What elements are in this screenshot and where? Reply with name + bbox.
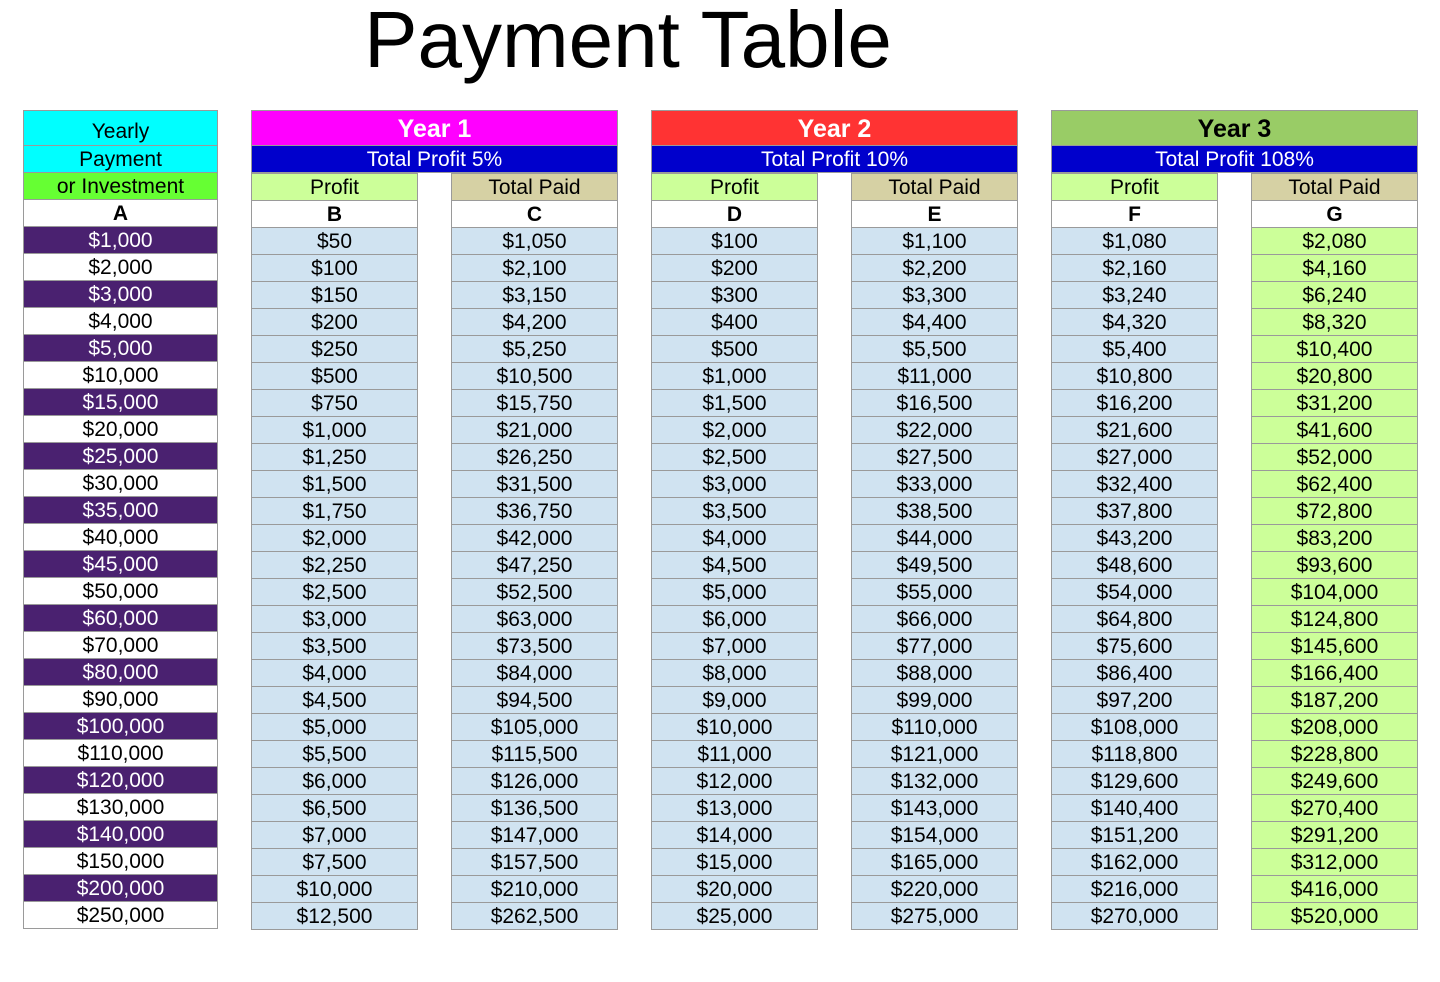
profit-cell: $3,000 [651,470,818,498]
investment-cell: $1,000 [23,226,218,254]
profit-cell: $10,000 [251,875,418,903]
profit-cell: $3,000 [251,605,418,633]
profit-cell: $500 [251,362,418,390]
total-paid-cell: $41,600 [1251,416,1418,444]
column-a [23,110,218,929]
total-paid-cell: $21,000 [451,416,618,444]
profit-header: Profit [251,173,418,201]
year-2-profit-column [651,173,818,930]
total-paid-cell: $4,200 [451,308,618,336]
column-letter: G [1251,200,1418,228]
investment-cell: $110,000 [23,739,218,767]
investment-cell: $50,000 [23,577,218,605]
profit-cell: $32,400 [1051,470,1218,498]
investment-cell: $35,000 [23,496,218,524]
total-paid-cell: $166,400 [1251,659,1418,687]
profit-cell: $2,160 [1051,254,1218,282]
profit-cell: $2,000 [651,416,818,444]
profit-cell: $1,080 [1051,227,1218,255]
profit-header: Profit [651,173,818,201]
total-paid-cell: $63,000 [451,605,618,633]
profit-cell: $6,000 [651,605,818,633]
total-paid-cell: $104,000 [1251,578,1418,606]
investment-cell: $60,000 [23,604,218,632]
total-paid-cell: $52,500 [451,578,618,606]
total-paid-cell: $2,080 [1251,227,1418,255]
total-paid-cell: $249,600 [1251,767,1418,795]
total-paid-cell: $42,000 [451,524,618,552]
column-letter: D [651,200,818,228]
total-paid-cell: $147,000 [451,821,618,849]
profit-cell: $2,500 [251,578,418,606]
total-paid-cell: $52,000 [1251,443,1418,471]
profit-cell: $3,500 [651,497,818,525]
investment-cell: $15,000 [23,388,218,416]
total-paid-cell: $66,000 [851,605,1018,633]
total-paid-cell: $10,500 [451,362,618,390]
year-1-header [251,110,618,173]
investment-cell: $150,000 [23,847,218,875]
total-paid-cell: $270,400 [1251,794,1418,822]
total-paid-cell: $105,000 [451,713,618,741]
year-2-header [651,110,1018,173]
total-paid-cell: $145,600 [1251,632,1418,660]
investment-cell: $80,000 [23,658,218,686]
total-paid-cell: $1,100 [851,227,1018,255]
total-paid-cell: $8,320 [1251,308,1418,336]
total-paid-cell: $2,200 [851,254,1018,282]
year-2-total-paid-column [851,173,1018,930]
investment-cell: $20,000 [23,415,218,443]
profit-cell: $250 [251,335,418,363]
profit-cell: $10,800 [1051,362,1218,390]
profit-cell: $11,000 [651,740,818,768]
profit-cell: $4,500 [651,551,818,579]
total-paid-cell: $20,800 [1251,362,1418,390]
profit-cell: $3,500 [251,632,418,660]
total-profit-label: Total Profit 5% [251,145,618,173]
total-paid-cell: $93,600 [1251,551,1418,579]
profit-cell: $15,000 [651,848,818,876]
investment-cell: $130,000 [23,793,218,821]
total-paid-cell: $31,500 [451,470,618,498]
column-letter-a: A [23,199,218,227]
profit-cell: $97,200 [1051,686,1218,714]
column-a-header-line2: Payment [23,145,218,173]
profit-cell: $400 [651,308,818,336]
total-paid-cell: $165,000 [851,848,1018,876]
investment-cell: $30,000 [23,469,218,497]
profit-cell: $270,000 [1051,902,1218,930]
profit-cell: $6,500 [251,794,418,822]
total-paid-cell: $49,500 [851,551,1018,579]
profit-cell: $54,000 [1051,578,1218,606]
investment-cell: $250,000 [23,901,218,929]
year-3-header [1051,110,1418,173]
year-1-total-paid-column [451,173,618,930]
profit-cell: $200 [651,254,818,282]
profit-cell: $16,200 [1051,389,1218,417]
column-letter: F [1051,200,1218,228]
total-paid-cell: $77,000 [851,632,1018,660]
year-label: Year 1 [251,110,618,146]
profit-cell: $750 [251,389,418,417]
profit-cell: $48,600 [1051,551,1218,579]
total-paid-cell: $136,500 [451,794,618,822]
total-paid-cell: $4,160 [1251,254,1418,282]
page-title: Payment Table [364,0,892,84]
profit-cell: $9,000 [651,686,818,714]
column-a-header-line3: or Investment [23,172,218,200]
profit-cell: $150 [251,281,418,309]
profit-cell: $21,600 [1051,416,1218,444]
profit-cell: $20,000 [651,875,818,903]
total-paid-cell: $5,250 [451,335,618,363]
total-paid-cell: $3,300 [851,281,1018,309]
profit-cell: $25,000 [651,902,818,930]
profit-cell: $5,000 [651,578,818,606]
total-paid-cell: $44,000 [851,524,1018,552]
profit-cell: $129,600 [1051,767,1218,795]
investment-cell: $25,000 [23,442,218,470]
total-paid-cell: $84,000 [451,659,618,687]
profit-cell: $4,000 [651,524,818,552]
total-paid-cell: $83,200 [1251,524,1418,552]
year-3-total-paid-column [1251,173,1418,930]
profit-cell: $1,000 [651,362,818,390]
total-paid-cell: $33,000 [851,470,1018,498]
profit-cell: $4,000 [251,659,418,687]
total-paid-cell: $15,750 [451,389,618,417]
profit-cell: $8,000 [651,659,818,687]
total-paid-cell: $228,800 [1251,740,1418,768]
total-paid-cell: $291,200 [1251,821,1418,849]
investment-cell: $70,000 [23,631,218,659]
total-paid-cell: $55,000 [851,578,1018,606]
column-letter: B [251,200,418,228]
profit-cell: $2,000 [251,524,418,552]
investment-cell: $45,000 [23,550,218,578]
profit-cell: $10,000 [651,713,818,741]
profit-cell: $300 [651,281,818,309]
column-letter: E [851,200,1018,228]
total-paid-cell: $210,000 [451,875,618,903]
total-paid-cell: $73,500 [451,632,618,660]
investment-cell: $90,000 [23,685,218,713]
profit-cell: $100 [251,254,418,282]
profit-cell: $1,000 [251,416,418,444]
total-paid-cell: $143,000 [851,794,1018,822]
total-paid-cell: $47,250 [451,551,618,579]
total-paid-cell: $312,000 [1251,848,1418,876]
profit-cell: $500 [651,335,818,363]
profit-cell: $64,800 [1051,605,1218,633]
profit-cell: $7,000 [251,821,418,849]
total-paid-cell: $110,000 [851,713,1018,741]
total-paid-cell: $262,500 [451,902,618,930]
total-paid-cell: $11,000 [851,362,1018,390]
total-paid-cell: $115,500 [451,740,618,768]
profit-cell: $4,500 [251,686,418,714]
total-paid-cell: $124,800 [1251,605,1418,633]
year-label: Year 3 [1051,110,1418,146]
investment-cell: $100,000 [23,712,218,740]
total-profit-label: Total Profit 10% [651,145,1018,173]
profit-cell: $75,600 [1051,632,1218,660]
profit-cell: $1,500 [651,389,818,417]
investment-cell: $40,000 [23,523,218,551]
total-paid-cell: $5,500 [851,335,1018,363]
total-paid-cell: $275,000 [851,902,1018,930]
investment-cell: $10,000 [23,361,218,389]
investment-cell: $3,000 [23,280,218,308]
profit-cell: $86,400 [1051,659,1218,687]
total-paid-cell: $27,500 [851,443,1018,471]
investment-cell: $4,000 [23,307,218,335]
total-paid-cell: $31,200 [1251,389,1418,417]
column-letter: C [451,200,618,228]
profit-cell: $50 [251,227,418,255]
total-paid-cell: $26,250 [451,443,618,471]
investment-cell: $5,000 [23,334,218,362]
profit-cell: $5,400 [1051,335,1218,363]
profit-cell: $43,200 [1051,524,1218,552]
investment-cell: $200,000 [23,874,218,902]
total-paid-cell: $132,000 [851,767,1018,795]
total-paid-cell: $416,000 [1251,875,1418,903]
total-paid-cell: $208,000 [1251,713,1418,741]
profit-cell: $6,000 [251,767,418,795]
total-paid-cell: $6,240 [1251,281,1418,309]
investment-cell: $120,000 [23,766,218,794]
total-profit-label: Total Profit 108% [1051,145,1418,173]
profit-cell: $1,750 [251,497,418,525]
total-paid-header: Total Paid [1251,173,1418,201]
investment-cell: $2,000 [23,253,218,281]
profit-cell: $162,000 [1051,848,1218,876]
total-paid-cell: $121,000 [851,740,1018,768]
profit-cell: $4,320 [1051,308,1218,336]
profit-cell: $27,000 [1051,443,1218,471]
total-paid-cell: $520,000 [1251,902,1418,930]
total-paid-cell: $2,100 [451,254,618,282]
profit-cell: $100 [651,227,818,255]
profit-cell: $5,000 [251,713,418,741]
profit-cell: $200 [251,308,418,336]
profit-cell: $13,000 [651,794,818,822]
profit-cell: $140,400 [1051,794,1218,822]
total-paid-cell: $38,500 [851,497,1018,525]
investment-cell: $140,000 [23,820,218,848]
total-paid-cell: $62,400 [1251,470,1418,498]
total-paid-cell: $36,750 [451,497,618,525]
total-paid-cell: $220,000 [851,875,1018,903]
profit-header: Profit [1051,173,1218,201]
profit-cell: $12,000 [651,767,818,795]
profit-cell: $37,800 [1051,497,1218,525]
profit-cell: $3,240 [1051,281,1218,309]
profit-cell: $118,800 [1051,740,1218,768]
total-paid-cell: $22,000 [851,416,1018,444]
profit-cell: $2,500 [651,443,818,471]
year-1-profit-column [251,173,418,930]
total-paid-cell: $126,000 [451,767,618,795]
profit-cell: $1,250 [251,443,418,471]
total-paid-cell: $99,000 [851,686,1018,714]
profit-cell: $151,200 [1051,821,1218,849]
profit-cell: $7,000 [651,632,818,660]
total-paid-cell: $10,400 [1251,335,1418,363]
year-label: Year 2 [651,110,1018,146]
year-3-profit-column [1051,173,1218,930]
column-a-header-line1: Yearly [23,110,218,146]
total-paid-cell: $154,000 [851,821,1018,849]
total-paid-cell: $3,150 [451,281,618,309]
profit-cell: $1,500 [251,470,418,498]
profit-cell: $108,000 [1051,713,1218,741]
profit-cell: $12,500 [251,902,418,930]
total-paid-cell: $1,050 [451,227,618,255]
total-paid-cell: $187,200 [1251,686,1418,714]
total-paid-cell: $4,400 [851,308,1018,336]
total-paid-cell: $72,800 [1251,497,1418,525]
total-paid-cell: $88,000 [851,659,1018,687]
profit-cell: $2,250 [251,551,418,579]
profit-cell: $5,500 [251,740,418,768]
profit-cell: $216,000 [1051,875,1218,903]
total-paid-header: Total Paid [451,173,618,201]
profit-cell: $7,500 [251,848,418,876]
total-paid-cell: $94,500 [451,686,618,714]
total-paid-header: Total Paid [851,173,1018,201]
total-paid-cell: $157,500 [451,848,618,876]
profit-cell: $14,000 [651,821,818,849]
total-paid-cell: $16,500 [851,389,1018,417]
